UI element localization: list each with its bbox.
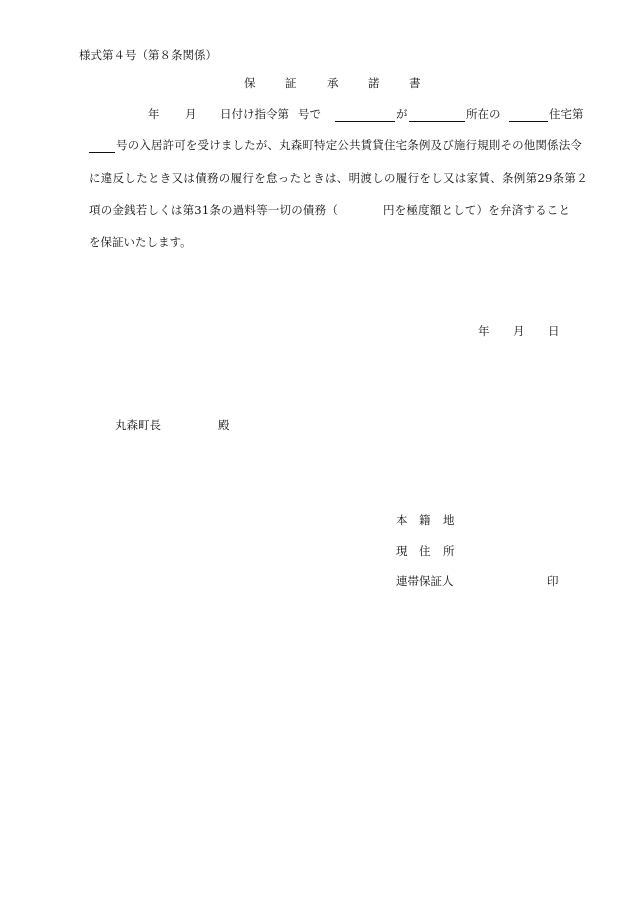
guarantor-label: 連帯保証人 bbox=[396, 574, 454, 588]
title-char: 保 bbox=[244, 76, 256, 90]
addressee-honorific: 殿 bbox=[218, 418, 230, 432]
body-line-4-after: 円を極度額として）を弁済すること bbox=[383, 203, 571, 217]
date-day: 日 bbox=[548, 324, 560, 338]
domicile-char: 本 bbox=[396, 513, 408, 527]
body-line-5: を保証いたします。 bbox=[89, 235, 192, 249]
title-char: 書 bbox=[409, 76, 421, 90]
title-char: 承 bbox=[327, 76, 339, 90]
title-char: 諾 bbox=[368, 76, 380, 90]
date-month: 月 bbox=[513, 324, 525, 338]
blank-housing bbox=[509, 109, 548, 122]
title-char: 証 bbox=[285, 76, 297, 90]
document-title bbox=[244, 78, 256, 90]
blank-name bbox=[335, 109, 395, 122]
body-day-prefix: 日付け指令第 bbox=[220, 107, 289, 121]
addressee-name: 丸森町長 bbox=[115, 418, 161, 432]
domicile-char: 籍 bbox=[419, 513, 431, 527]
form-label: 様式第４号（第８条関係） bbox=[79, 48, 217, 62]
body-line-2: 号の入居許可を受けましたが、丸森町特定公共賃貸住宅条例及び施行規則その他関係法令 bbox=[116, 138, 582, 152]
address-char: 所 bbox=[443, 544, 455, 558]
body-month: 月 bbox=[185, 107, 197, 121]
body-no: 号で bbox=[298, 107, 321, 121]
body-line-3: に違反したとき又は債務の履行を怠ったときは、明渡しの履行をし又は家賃、条例第29条第２ bbox=[89, 171, 589, 185]
address-char: 現 bbox=[396, 544, 408, 558]
blank-housing-number bbox=[89, 140, 115, 153]
body-ga: が bbox=[396, 107, 408, 121]
body-line-4-before: 項の金銭若しくは第31条の過料等一切の債務（ bbox=[89, 203, 339, 217]
blank-location bbox=[409, 109, 465, 122]
seal-mark: 印 bbox=[547, 574, 559, 588]
body-year: 年 bbox=[148, 107, 160, 121]
domicile-char: 地 bbox=[443, 513, 455, 527]
address-char: 住 bbox=[419, 544, 431, 558]
body-housing-no: 住宅第 bbox=[549, 107, 584, 121]
body-location: 所在の bbox=[466, 107, 501, 121]
date-year: 年 bbox=[478, 324, 490, 338]
